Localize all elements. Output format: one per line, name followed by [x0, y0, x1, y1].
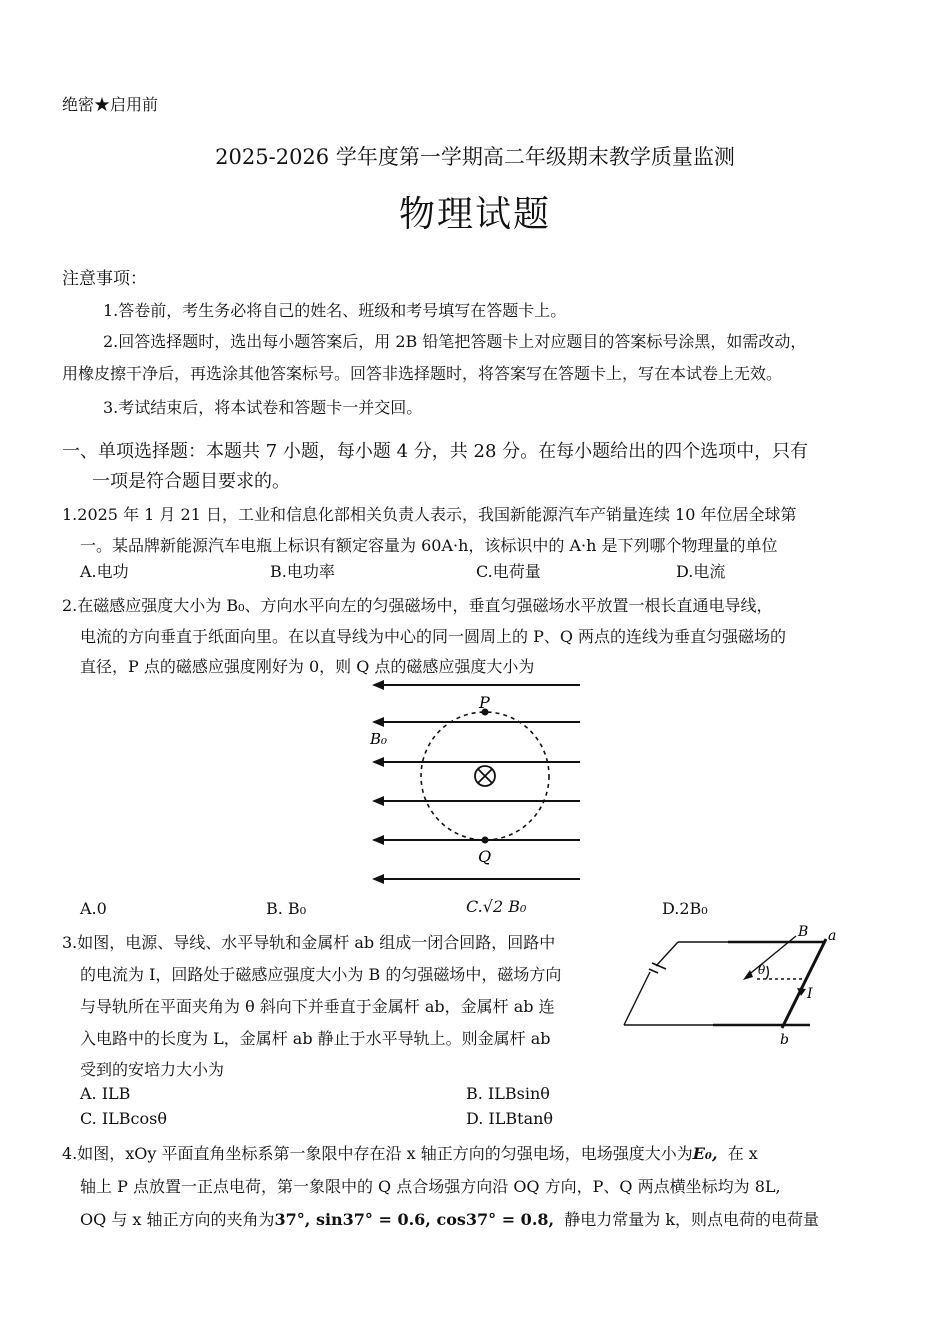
theta-arc [766, 966, 768, 979]
q4-line-3-tail: 静电力常量为 k，则点电荷的电荷量 [564, 1210, 820, 1229]
label-b0: B₀ [370, 730, 388, 748]
q4-line-1 [62, 1141, 758, 1164]
subject-title: 物理试题 [398, 194, 551, 235]
notice-item-2-line-2: 用橡皮擦干净后，再选涂其他答案标号。回答非选择题时，将答案写在答题卡上，写在本试卷上无效。 [62, 364, 783, 383]
q3-rail-circuit-figure [620, 922, 840, 1048]
q2-option-d: D.2B₀ [662, 899, 708, 918]
q4-line-3-text: OQ 与 x 轴正方向的夹角为 [80, 1210, 275, 1229]
point-q-dot [482, 837, 489, 844]
q2-option-c: C.√2 B₀ [466, 897, 527, 916]
field-b-arrowhead [743, 970, 753, 980]
q4-angle-values: 37°, sin37° = 0.6, cos37° = 0.8, [274, 1210, 555, 1229]
q2-line-2: 电流的方向垂直于纸面向里。在以直导线为中心的同一圆周上的 P、Q 两点的连线为垂直匀强磁场的 [80, 627, 787, 646]
q3-line-2: 的电流为 I，回路处于磁感应强度大小为 B 的匀强磁场中，磁场方向 [80, 965, 562, 984]
q4-line-1-text: 4.如图，xOy 平面直角坐标系第一象限中存在沿 x 轴正方向的匀强电场，电场强度大小为 [62, 1144, 693, 1163]
label-theta: θ [758, 963, 766, 977]
label-current: I [807, 986, 813, 1002]
q2-line-3: 直径，P 点的磁感应强度刚好为 0，则 Q 点的磁感应强度大小为 [80, 657, 535, 676]
label-b-field: B [798, 924, 809, 940]
q2-magnetic-field-figure [360, 676, 590, 892]
q1-option-a: A.电功 [80, 562, 129, 581]
wire-into-page-icon [475, 766, 495, 786]
label-b: b [780, 1032, 789, 1048]
q3-option-b: B. ILBsinθ [466, 1084, 550, 1103]
q4-line-3 [80, 1207, 819, 1230]
notice-heading: 注意事项： [62, 269, 147, 289]
exam-title: 2025-2026 学年度第一学期高二年级期末教学质量监测 [215, 145, 735, 169]
q1-option-d: D.电流 [676, 562, 726, 581]
section-1-heading-line-1: 一、单项选择题：本题共 7 小题，每小题 4 分，共 28 分。在每小题给出的四个选项中，只有 [62, 441, 809, 462]
notice-item-3: 3.考试结束后，将本试卷和答题卡一并交回。 [103, 398, 423, 417]
field-arrowheads [372, 680, 384, 884]
q3-line-4: 入电路中的长度为 L，金属杆 ab 静止于水平导轨上。则金属杆 ab [80, 1029, 551, 1048]
q3-line-3: 与导轨所在平面夹角为 θ 斜向下并垂直于金属杆 ab，金属杆 ab 连 [80, 997, 555, 1016]
q2-option-b: B. B₀ [266, 899, 307, 918]
notice-item-2-line-1: 2.回答选择题时，选出每小题答案后，用 2B 铅笔把答题卡上对应题目的答案标号涂黑，如需改动， [103, 332, 807, 351]
q1-option-b: B.电功率 [270, 562, 335, 581]
left-wire-upper [656, 942, 678, 966]
section-1-heading-line-2: 一项是符合题目要求的。 [92, 471, 290, 492]
secret-mark: 绝密★启用前 [62, 95, 159, 114]
q1-option-c: C.电荷量 [476, 562, 541, 581]
battery-icon [649, 963, 666, 973]
q4-line-2: 轴上 P 点放置一正点电荷，第一象限中的 Q 点合场强方向沿 OQ 方向，P、Q 两点横坐标均为 8L, [80, 1177, 781, 1196]
label-p: P [479, 693, 490, 712]
q4-e0: E₀, [692, 1144, 718, 1163]
label-a: a [828, 928, 837, 944]
q2-option-a: A.0 [80, 899, 107, 918]
q3-option-a: A. ILB [80, 1084, 131, 1103]
q1-line-2: 一。某品牌新能源汽车电瓶上标识有额定容量为 60A·h，该标识中的 A·h 是下列哪个物理量的单位 [80, 536, 778, 555]
q1-line-1: 1.2025 年 1 月 21 日，工业和信息化部相关负责人表示，我国新能源汽车产销量连续 10 年位居全球第 [62, 505, 797, 524]
notice-item-1: 1.答卷前，考生务必将自己的姓名、班级和考号填写在答题卡上。 [103, 301, 567, 320]
q3-option-d: D. ILBtanθ [466, 1109, 554, 1128]
q3-option-c: C. ILBcosθ [80, 1109, 167, 1128]
left-wire-lower [624, 972, 650, 1025]
q3-line-5: 受到的安培力大小为 [80, 1060, 225, 1079]
label-q: Q [478, 847, 492, 866]
q3-line-1: 3.如图，电源、导线、水平导轨和金属杆 ab 组成一闭合回路，回路中 [62, 933, 556, 952]
q2-line-1: 2.在磁感应强度大小为 B₀、方向水平向左的匀强磁场中，垂直匀强磁场水平放置一根长直通电导线， [62, 596, 773, 615]
q4-line-1-tail: 在 x [727, 1144, 758, 1163]
metal-rod-ab [782, 939, 826, 1028]
